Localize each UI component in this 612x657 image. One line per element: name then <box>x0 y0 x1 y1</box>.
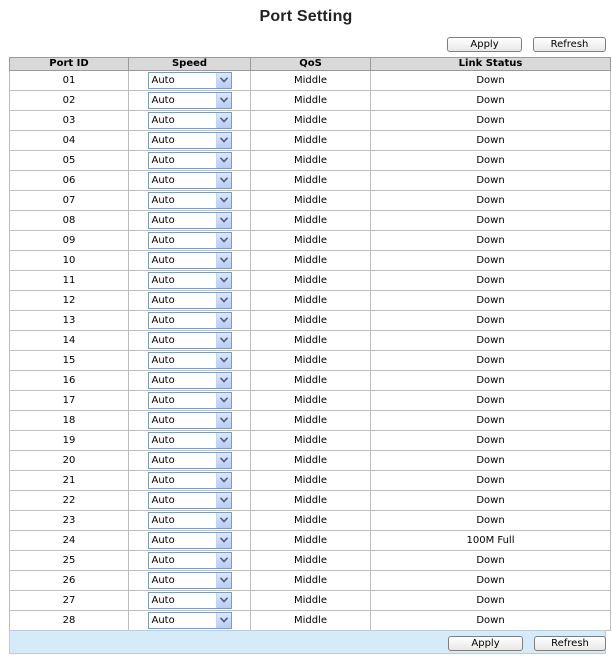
link-status-cell: Down <box>371 231 611 251</box>
speed-select-value: Auto <box>151 115 175 126</box>
speed-select[interactable] <box>148 452 232 469</box>
speed-select[interactable] <box>148 352 232 369</box>
column-header-speed: Speed <box>129 58 251 71</box>
apply-button-top[interactable]: Apply <box>447 37 522 52</box>
link-status-cell: Down <box>371 571 611 591</box>
chevron-down-icon[interactable] <box>216 433 231 448</box>
port-id-cell: 16 <box>10 371 129 391</box>
port-id-cell: 24 <box>10 531 129 551</box>
chevron-down-icon[interactable] <box>216 613 231 628</box>
qos-cell: Middle <box>251 211 371 231</box>
link-status-cell: Down <box>371 311 611 331</box>
port-id-cell: 13 <box>10 311 129 331</box>
table-row <box>10 191 611 211</box>
link-status-cell: Down <box>371 331 611 351</box>
link-status-cell: Down <box>371 611 611 631</box>
table-row <box>10 611 611 631</box>
speed-cell <box>129 131 251 151</box>
speed-select[interactable] <box>148 112 232 129</box>
link-status-cell: Down <box>371 391 611 411</box>
chevron-down-icon[interactable] <box>216 473 231 488</box>
port-id-cell: 08 <box>10 211 129 231</box>
speed-select[interactable] <box>148 172 232 189</box>
qos-cell: Middle <box>251 231 371 251</box>
chevron-down-icon[interactable] <box>216 193 231 208</box>
link-status-cell: Down <box>371 371 611 391</box>
chevron-down-icon[interactable] <box>216 333 231 348</box>
chevron-down-icon[interactable] <box>216 393 231 408</box>
port-id-cell: 10 <box>10 251 129 271</box>
table-row <box>10 371 611 391</box>
chevron-down-icon[interactable] <box>216 373 231 388</box>
qos-cell: Middle <box>251 131 371 151</box>
port-id-cell: 14 <box>10 331 129 351</box>
apply-button-bottom[interactable]: Apply <box>448 636 523 651</box>
port-id-cell: 28 <box>10 611 129 631</box>
qos-cell: Middle <box>251 151 371 171</box>
chevron-down-icon[interactable] <box>216 153 231 168</box>
chevron-down-icon[interactable] <box>216 133 231 148</box>
link-status-cell: Down <box>371 511 611 531</box>
chevron-down-icon[interactable] <box>216 593 231 608</box>
qos-cell: Middle <box>251 411 371 431</box>
table-row <box>10 291 611 311</box>
speed-cell <box>129 451 251 471</box>
table-row <box>10 391 611 411</box>
speed-cell <box>129 231 251 251</box>
column-header-link-status: Link Status <box>371 58 611 71</box>
top-action-bar <box>0 36 612 54</box>
speed-select-value: Auto <box>151 375 175 386</box>
qos-cell: Middle <box>251 291 371 311</box>
qos-cell: Middle <box>251 111 371 131</box>
table-row <box>10 591 611 611</box>
table-row <box>10 71 611 91</box>
table-row <box>10 171 611 191</box>
qos-cell: Middle <box>251 471 371 491</box>
table-row <box>10 451 611 471</box>
port-id-cell: 12 <box>10 291 129 311</box>
speed-cell <box>129 531 251 551</box>
speed-select-value: Auto <box>151 395 175 406</box>
speed-cell <box>129 551 251 571</box>
column-header-port-id: Port ID <box>10 58 129 71</box>
qos-cell: Middle <box>251 571 371 591</box>
port-id-cell: 09 <box>10 231 129 251</box>
chevron-down-icon[interactable] <box>216 573 231 588</box>
speed-select[interactable] <box>148 312 232 329</box>
chevron-down-icon[interactable] <box>216 233 231 248</box>
table-row <box>10 331 611 351</box>
speed-select[interactable] <box>148 192 232 209</box>
speed-select[interactable] <box>148 512 232 529</box>
qos-cell: Middle <box>251 191 371 211</box>
table-row <box>10 511 611 531</box>
speed-select-value: Auto <box>151 535 175 546</box>
link-status-cell: Down <box>371 191 611 211</box>
speed-select[interactable] <box>148 492 232 509</box>
table-row <box>10 531 611 551</box>
table-row <box>10 491 611 511</box>
link-status-cell: Down <box>371 131 611 151</box>
port-id-cell: 04 <box>10 131 129 151</box>
speed-select-value: Auto <box>151 575 175 586</box>
qos-cell: Middle <box>251 271 371 291</box>
speed-select[interactable] <box>148 72 232 89</box>
table-row <box>10 431 611 451</box>
port-id-cell: 06 <box>10 171 129 191</box>
link-status-cell: Down <box>371 491 611 511</box>
chevron-down-icon[interactable] <box>216 253 231 268</box>
port-id-cell: 18 <box>10 411 129 431</box>
port-id-cell: 25 <box>10 551 129 571</box>
port-id-cell: 15 <box>10 351 129 371</box>
port-id-cell: 17 <box>10 391 129 411</box>
qos-cell: Middle <box>251 311 371 331</box>
link-status-cell: Down <box>371 451 611 471</box>
port-id-cell: 05 <box>10 151 129 171</box>
link-status-cell: Down <box>371 591 611 611</box>
refresh-button-top[interactable]: Refresh <box>533 37 606 52</box>
qos-cell: Middle <box>251 511 371 531</box>
qos-cell: Middle <box>251 251 371 271</box>
link-status-cell: Down <box>371 551 611 571</box>
table-row <box>10 131 611 151</box>
speed-cell <box>129 411 251 431</box>
chevron-down-icon[interactable] <box>216 533 231 548</box>
refresh-button-bottom[interactable]: Refresh <box>534 636 606 651</box>
chevron-down-icon[interactable] <box>216 353 231 368</box>
table-row <box>10 251 611 271</box>
chevron-down-icon[interactable] <box>216 93 231 108</box>
table-row <box>10 111 611 131</box>
speed-cell <box>129 331 251 351</box>
link-status-cell: Down <box>371 271 611 291</box>
qos-cell: Middle <box>251 71 371 91</box>
speed-select-value: Auto <box>151 315 175 326</box>
speed-cell <box>129 151 251 171</box>
speed-cell <box>129 511 251 531</box>
speed-select-value: Auto <box>151 415 175 426</box>
speed-select[interactable] <box>148 252 232 269</box>
speed-select-value: Auto <box>151 95 175 106</box>
table-row <box>10 231 611 251</box>
speed-cell <box>129 391 251 411</box>
speed-select-value: Auto <box>151 135 175 146</box>
speed-cell <box>129 471 251 491</box>
table-row <box>10 271 611 291</box>
speed-cell <box>129 111 251 131</box>
port-id-cell: 21 <box>10 471 129 491</box>
port-id-cell: 01 <box>10 71 129 91</box>
qos-cell: Middle <box>251 611 371 631</box>
speed-cell <box>129 571 251 591</box>
speed-select-value: Auto <box>151 255 175 266</box>
table-row <box>10 471 611 491</box>
qos-cell: Middle <box>251 91 371 111</box>
chevron-down-icon[interactable] <box>216 113 231 128</box>
page-title: Port Setting <box>259 8 353 25</box>
speed-select[interactable] <box>148 552 232 569</box>
speed-select-value: Auto <box>151 295 175 306</box>
speed-cell <box>129 91 251 111</box>
link-status-cell: Down <box>371 111 611 131</box>
link-status-cell: Down <box>371 431 611 451</box>
speed-select-value: Auto <box>151 75 175 86</box>
link-status-cell: Down <box>371 91 611 111</box>
speed-select[interactable] <box>148 612 232 629</box>
speed-cell <box>129 611 251 631</box>
table-row <box>10 151 611 171</box>
port-id-cell: 02 <box>10 91 129 111</box>
speed-select[interactable] <box>148 132 232 149</box>
link-status-cell: Down <box>371 151 611 171</box>
qos-cell: Middle <box>251 391 371 411</box>
speed-select[interactable] <box>148 212 232 229</box>
speed-select-value: Auto <box>151 335 175 346</box>
table-row <box>10 411 611 431</box>
speed-select-value: Auto <box>151 195 175 206</box>
bottom-action-bar <box>9 630 606 654</box>
qos-cell: Middle <box>251 351 371 371</box>
link-status-cell: Down <box>371 251 611 271</box>
chevron-down-icon[interactable] <box>216 173 231 188</box>
speed-cell <box>129 271 251 291</box>
column-header-qos: QoS <box>251 58 371 71</box>
speed-cell <box>129 171 251 191</box>
qos-cell: Middle <box>251 331 371 351</box>
qos-cell: Middle <box>251 431 371 451</box>
speed-select[interactable] <box>148 372 232 389</box>
qos-cell: Middle <box>251 371 371 391</box>
speed-select[interactable] <box>148 412 232 429</box>
qos-cell: Middle <box>251 491 371 511</box>
link-status-cell: Down <box>371 411 611 431</box>
port-id-cell: 23 <box>10 511 129 531</box>
speed-cell <box>129 211 251 231</box>
speed-select[interactable] <box>148 432 232 449</box>
speed-select-value: Auto <box>151 175 175 186</box>
link-status-cell: Down <box>371 71 611 91</box>
speed-select-value: Auto <box>151 555 175 566</box>
link-status-cell: Down <box>371 171 611 191</box>
speed-cell <box>129 291 251 311</box>
table-row <box>10 351 611 371</box>
qos-cell: Middle <box>251 451 371 471</box>
chevron-down-icon[interactable] <box>216 293 231 308</box>
chevron-down-icon[interactable] <box>216 273 231 288</box>
chevron-down-icon[interactable] <box>216 213 231 228</box>
port-id-cell: 22 <box>10 491 129 511</box>
port-id-cell: 26 <box>10 571 129 591</box>
chevron-down-icon[interactable] <box>216 413 231 428</box>
port-id-cell: 27 <box>10 591 129 611</box>
link-status-cell: Down <box>371 471 611 491</box>
speed-select[interactable] <box>148 472 232 489</box>
port-id-cell: 07 <box>10 191 129 211</box>
table-row <box>10 211 611 231</box>
table-row <box>10 311 611 331</box>
speed-select-value: Auto <box>151 215 175 226</box>
speed-select-value: Auto <box>151 515 175 526</box>
speed-select-value: Auto <box>151 355 175 366</box>
speed-cell <box>129 431 251 451</box>
speed-select[interactable] <box>148 272 232 289</box>
link-status-cell: 100M Full <box>371 531 611 551</box>
qos-cell: Middle <box>251 591 371 611</box>
port-id-cell: 03 <box>10 111 129 131</box>
speed-select[interactable] <box>148 152 232 169</box>
speed-cell <box>129 251 251 271</box>
speed-cell <box>129 71 251 91</box>
speed-select-value: Auto <box>151 595 175 606</box>
chevron-down-icon[interactable] <box>216 493 231 508</box>
speed-select[interactable] <box>148 572 232 589</box>
chevron-down-icon[interactable] <box>216 553 231 568</box>
speed-select[interactable] <box>148 532 232 549</box>
link-status-cell: Down <box>371 291 611 311</box>
link-status-cell: Down <box>371 211 611 231</box>
speed-select[interactable] <box>148 92 232 109</box>
speed-cell <box>129 371 251 391</box>
qos-cell: Middle <box>251 551 371 571</box>
chevron-down-icon[interactable] <box>216 453 231 468</box>
speed-cell <box>129 191 251 211</box>
speed-select[interactable] <box>148 392 232 409</box>
speed-select-value: Auto <box>151 475 175 486</box>
port-id-cell: 11 <box>10 271 129 291</box>
speed-select-value: Auto <box>151 235 175 246</box>
speed-select-value: Auto <box>151 615 175 626</box>
speed-select-value: Auto <box>151 275 175 286</box>
link-status-cell: Down <box>371 351 611 371</box>
speed-cell <box>129 591 251 611</box>
speed-cell <box>129 311 251 331</box>
chevron-down-icon[interactable] <box>216 73 231 88</box>
port-id-cell: 19 <box>10 431 129 451</box>
table-row <box>10 91 611 111</box>
qos-cell: Middle <box>251 531 371 551</box>
speed-select[interactable] <box>148 232 232 249</box>
speed-select-value: Auto <box>151 155 175 166</box>
table-row <box>10 551 611 571</box>
speed-select-value: Auto <box>151 455 175 466</box>
speed-cell <box>129 491 251 511</box>
table-row <box>10 571 611 591</box>
chevron-down-icon[interactable] <box>216 313 231 328</box>
table-header-row <box>10 58 611 71</box>
speed-select-value: Auto <box>151 495 175 506</box>
chevron-down-icon[interactable] <box>216 513 231 528</box>
speed-select[interactable] <box>148 592 232 609</box>
speed-cell <box>129 351 251 371</box>
port-settings-table <box>9 57 611 631</box>
speed-select[interactable] <box>148 292 232 309</box>
speed-select-value: Auto <box>151 435 175 446</box>
port-id-cell: 20 <box>10 451 129 471</box>
qos-cell: Middle <box>251 171 371 191</box>
speed-select[interactable] <box>148 332 232 349</box>
